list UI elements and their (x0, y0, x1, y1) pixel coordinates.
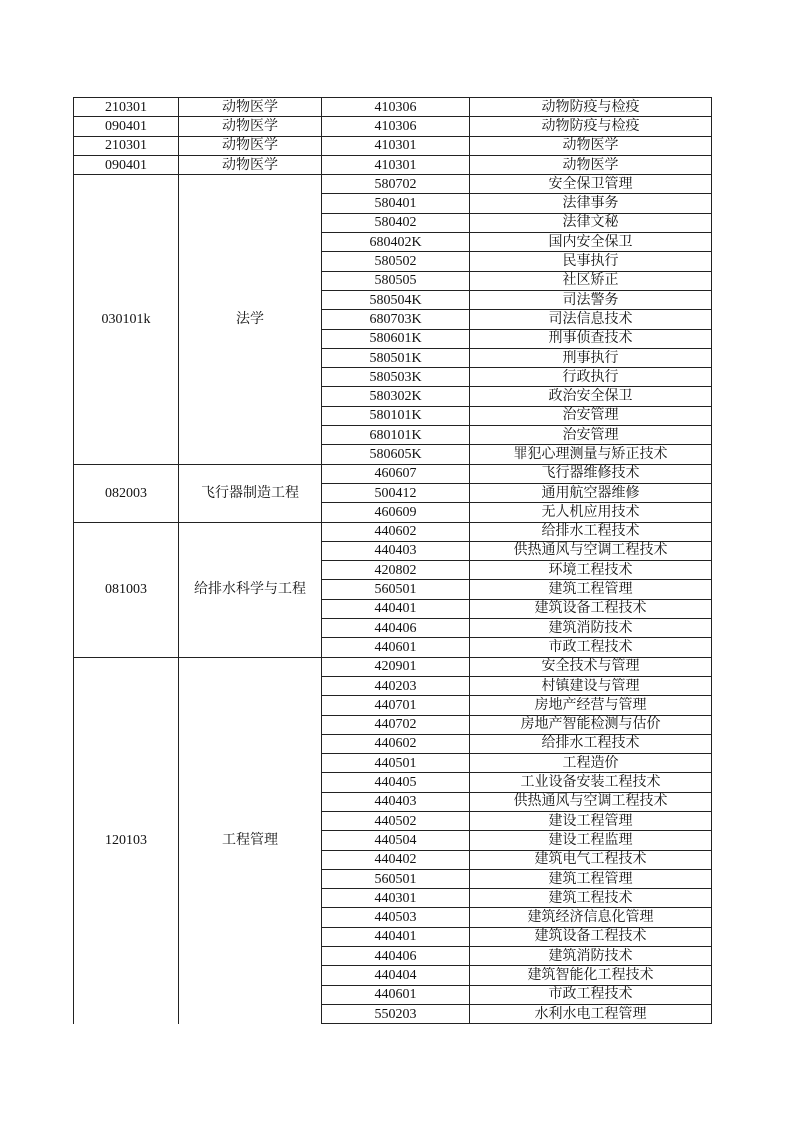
vocational-code-cell: 440601 (322, 985, 470, 1004)
vocational-major-cell: 动物防疫与检疫 (470, 117, 712, 136)
table-row (74, 657, 712, 676)
vocational-code-cell: 680101K (322, 426, 470, 445)
undergrad-major-cell: 飞行器制造工程 (179, 464, 322, 522)
vocational-code-cell: 580504K (322, 290, 470, 309)
table-body (74, 98, 712, 1024)
vocational-major-cell: 供热通风与空调工程技术 (470, 541, 712, 560)
vocational-code-cell: 440406 (322, 619, 470, 638)
vocational-code-cell: 420901 (322, 657, 470, 676)
vocational-major-cell: 给排水工程技术 (470, 522, 712, 541)
vocational-major-cell: 市政工程技术 (470, 985, 712, 1004)
vocational-code-cell: 410301 (322, 155, 470, 174)
vocational-code-cell: 580502 (322, 252, 470, 271)
vocational-major-cell: 通用航空器维修 (470, 483, 712, 502)
vocational-major-cell: 房地产智能检测与估价 (470, 715, 712, 734)
table-row (74, 117, 712, 136)
vocational-major-cell: 司法警务 (470, 290, 712, 309)
vocational-code-cell: 440601 (322, 638, 470, 657)
vocational-code-cell: 410301 (322, 136, 470, 155)
table-row (74, 522, 712, 541)
vocational-major-cell: 国内安全保卫 (470, 233, 712, 252)
vocational-major-cell: 动物医学 (470, 155, 712, 174)
vocational-major-cell: 刑事执行 (470, 348, 712, 367)
vocational-code-cell: 440503 (322, 908, 470, 927)
vocational-major-cell: 环境工程技术 (470, 561, 712, 580)
vocational-code-cell: 500412 (322, 483, 470, 502)
vocational-major-cell: 动物医学 (470, 136, 712, 155)
vocational-code-cell: 440602 (322, 734, 470, 753)
vocational-major-cell: 工程造价 (470, 754, 712, 773)
undergrad-code-cell: 030101k (74, 175, 179, 464)
vocational-major-cell: 刑事侦查技术 (470, 329, 712, 348)
vocational-code-cell: 580503K (322, 368, 470, 387)
vocational-major-cell: 安全技术与管理 (470, 657, 712, 676)
vocational-major-cell: 安全保卫管理 (470, 175, 712, 194)
vocational-code-cell: 440401 (322, 599, 470, 618)
vocational-major-cell: 建筑智能化工程技术 (470, 966, 712, 985)
vocational-major-cell: 司法信息技术 (470, 310, 712, 329)
vocational-major-cell: 建筑工程技术 (470, 889, 712, 908)
undergrad-major-cell: 动物医学 (179, 98, 322, 117)
vocational-major-cell: 社区矫正 (470, 271, 712, 290)
undergrad-major-cell: 法学 (179, 175, 322, 464)
vocational-major-cell: 罪犯心理测量与矫正技术 (470, 445, 712, 464)
table-row (74, 175, 712, 194)
vocational-code-cell: 680402K (322, 233, 470, 252)
vocational-code-cell: 560501 (322, 869, 470, 888)
vocational-major-cell: 建筑经济信息化管理 (470, 908, 712, 927)
undergrad-major-cell: 工程管理 (179, 657, 322, 1024)
undergrad-code-cell: 210301 (74, 98, 179, 117)
vocational-major-cell: 建筑电气工程技术 (470, 850, 712, 869)
vocational-major-cell: 建设工程管理 (470, 811, 712, 830)
vocational-code-cell: 440501 (322, 754, 470, 773)
vocational-code-cell: 680703K (322, 310, 470, 329)
vocational-major-cell: 建筑消防技术 (470, 619, 712, 638)
vocational-major-cell: 建设工程监理 (470, 831, 712, 850)
vocational-code-cell: 580601K (322, 329, 470, 348)
vocational-code-cell: 440502 (322, 811, 470, 830)
vocational-code-cell: 410306 (322, 98, 470, 117)
vocational-major-cell: 房地产经营与管理 (470, 696, 712, 715)
table-row (74, 136, 712, 155)
vocational-code-cell: 440403 (322, 541, 470, 560)
vocational-code-cell: 440404 (322, 966, 470, 985)
undergrad-code-cell: 090401 (74, 155, 179, 174)
vocational-code-cell: 440402 (322, 850, 470, 869)
vocational-major-cell: 治安管理 (470, 406, 712, 425)
undergrad-major-cell: 给排水科学与工程 (179, 522, 322, 657)
undergrad-code-cell: 090401 (74, 117, 179, 136)
vocational-code-cell: 580605K (322, 445, 470, 464)
undergrad-code-cell: 210301 (74, 136, 179, 155)
undergrad-code-cell: 081003 (74, 522, 179, 657)
undergrad-code-cell: 120103 (74, 657, 179, 1024)
vocational-major-cell: 行政执行 (470, 368, 712, 387)
vocational-major-cell: 建筑工程管理 (470, 869, 712, 888)
vocational-major-cell: 供热通风与空调工程技术 (470, 792, 712, 811)
vocational-code-cell: 580302K (322, 387, 470, 406)
vocational-major-cell: 治安管理 (470, 426, 712, 445)
vocational-code-cell: 580401 (322, 194, 470, 213)
undergrad-major-cell: 动物医学 (179, 136, 322, 155)
vocational-major-cell: 无人机应用技术 (470, 503, 712, 522)
vocational-major-cell: 动物防疫与检疫 (470, 98, 712, 117)
vocational-code-cell: 560501 (322, 580, 470, 599)
vocational-code-cell: 460609 (322, 503, 470, 522)
vocational-code-cell: 440405 (322, 773, 470, 792)
vocational-major-cell: 村镇建设与管理 (470, 676, 712, 695)
table-row (74, 464, 712, 483)
vocational-code-cell: 410306 (322, 117, 470, 136)
vocational-major-cell: 水利水电工程管理 (470, 1004, 712, 1023)
vocational-code-cell: 420802 (322, 561, 470, 580)
vocational-code-cell: 580101K (322, 406, 470, 425)
vocational-major-cell: 建筑消防技术 (470, 947, 712, 966)
vocational-code-cell: 440403 (322, 792, 470, 811)
undergrad-major-cell: 动物医学 (179, 117, 322, 136)
undergrad-major-cell: 动物医学 (179, 155, 322, 174)
vocational-major-cell: 法律文秘 (470, 213, 712, 232)
vocational-code-cell: 460607 (322, 464, 470, 483)
vocational-major-cell: 飞行器维修技术 (470, 464, 712, 483)
vocational-code-cell: 440203 (322, 676, 470, 695)
major-mapping-table (73, 97, 712, 1024)
vocational-major-cell: 法律事务 (470, 194, 712, 213)
vocational-code-cell: 580702 (322, 175, 470, 194)
vocational-code-cell: 440301 (322, 889, 470, 908)
vocational-major-cell: 给排水工程技术 (470, 734, 712, 753)
vocational-major-cell: 民事执行 (470, 252, 712, 271)
table-row (74, 98, 712, 117)
vocational-major-cell: 工业设备安装工程技术 (470, 773, 712, 792)
vocational-code-cell: 580402 (322, 213, 470, 232)
vocational-code-cell: 580501K (322, 348, 470, 367)
vocational-code-cell: 440504 (322, 831, 470, 850)
vocational-major-cell: 建筑工程管理 (470, 580, 712, 599)
vocational-code-cell: 550203 (322, 1004, 470, 1023)
vocational-code-cell: 440701 (322, 696, 470, 715)
vocational-code-cell: 580505 (322, 271, 470, 290)
vocational-code-cell: 440401 (322, 927, 470, 946)
undergrad-code-cell: 082003 (74, 464, 179, 522)
vocational-major-cell: 建筑设备工程技术 (470, 927, 712, 946)
vocational-code-cell: 440406 (322, 947, 470, 966)
table-row (74, 155, 712, 174)
vocational-major-cell: 政治安全保卫 (470, 387, 712, 406)
vocational-major-cell: 建筑设备工程技术 (470, 599, 712, 618)
vocational-code-cell: 440602 (322, 522, 470, 541)
vocational-major-cell: 市政工程技术 (470, 638, 712, 657)
vocational-code-cell: 440702 (322, 715, 470, 734)
